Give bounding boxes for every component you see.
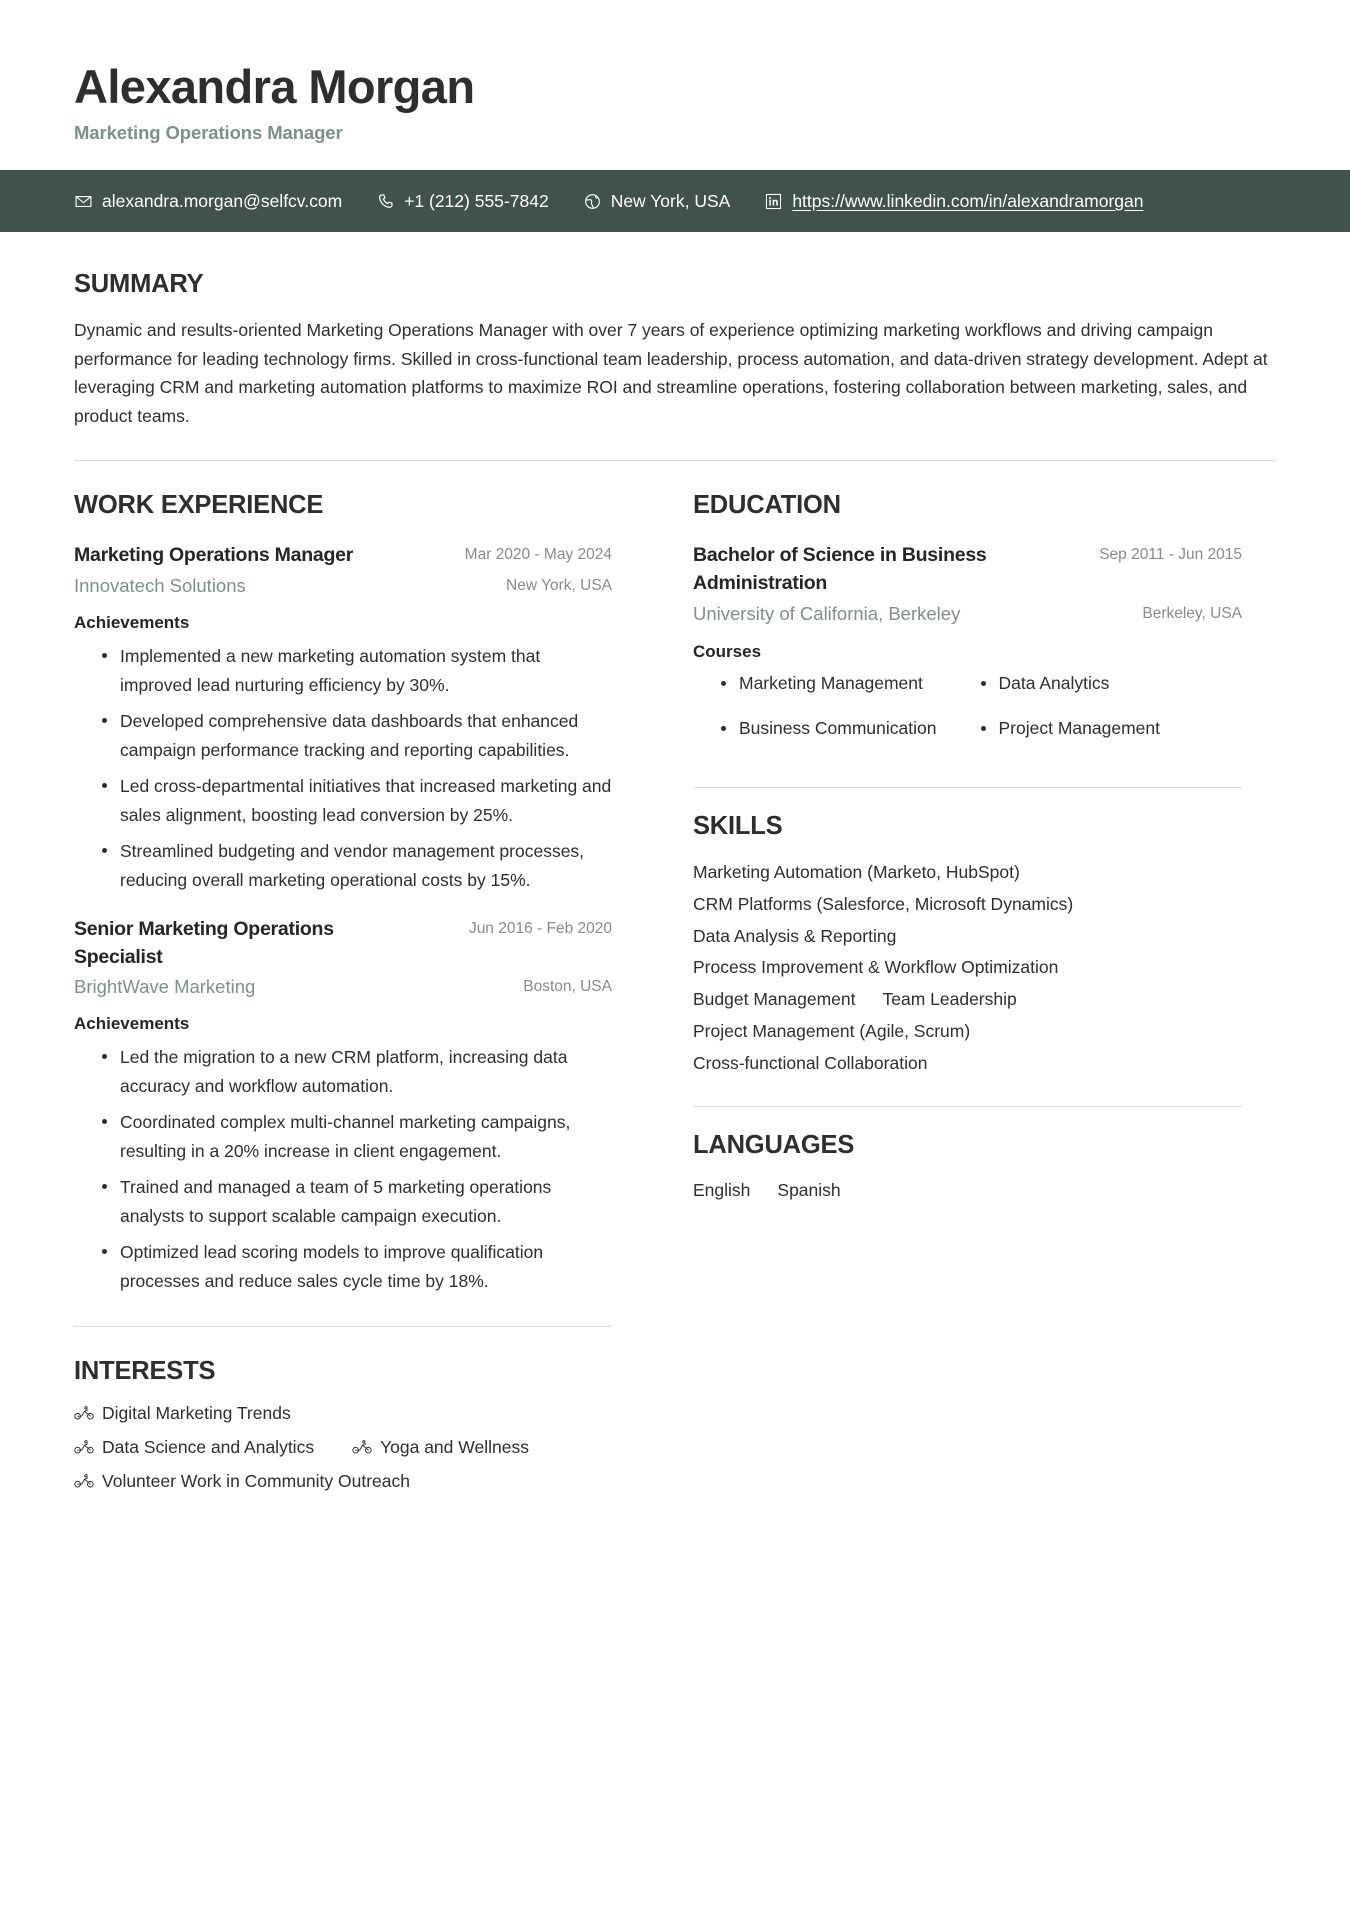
achievements-list	[74, 642, 612, 894]
contact-location	[583, 191, 731, 212]
right-column	[657, 461, 1242, 1203]
skill-row	[693, 889, 1242, 921]
skill-row	[693, 1016, 1242, 1048]
achievements-list	[74, 1043, 612, 1295]
bicycle-icon	[352, 1439, 372, 1455]
education-entry	[693, 542, 1242, 761]
list-item: Implemented a new marketing automation system that improved lead nurturing efficiency by 30%.	[120, 642, 612, 699]
location-icon	[583, 192, 602, 211]
contact-phone-label: +1 (212) 555-7842	[404, 190, 549, 211]
education-entry-header	[693, 542, 1242, 597]
interest-row	[74, 1403, 612, 1424]
contact-email-label: alexandra.morgan@selfcv.com	[102, 190, 343, 211]
skill-row	[693, 857, 1242, 889]
work-position: Marketing Operations Manager	[74, 544, 354, 567]
skill-row	[693, 984, 1242, 1016]
list-item: Streamlined budgeting and vendor management processes, reducing overall marketing operational costs by 15%.	[120, 837, 612, 894]
list-item	[74, 1437, 314, 1458]
bicycle-icon	[74, 1405, 94, 1421]
work-entry-header	[74, 542, 612, 570]
language-item: English	[693, 1179, 751, 1200]
left-column	[74, 461, 657, 1491]
skill-item: Data Analysis & Reporting	[693, 925, 897, 946]
skill-item: Process Improvement & Workflow Optimization	[693, 957, 1059, 978]
work-entry	[74, 916, 612, 1295]
work-organization: BrightWave Marketing	[74, 976, 256, 998]
interests-section	[74, 1327, 612, 1492]
summary-text: Dynamic and results-oriented Marketing Operations Manager with over 7 years of experience optimizing marketing workflows and driving campaign performance for leading technology firms. Skilled in cross-functional team leadership, process automation, and data-driven strategy development. Adept at leveraging CRM and marketing automation platforms to maximize ROI and streamline operations, fostering collaboration between marketing, sales, and product teams.	[74, 320, 1268, 426]
education-date: Sep 2011 - Jun 2015	[1099, 546, 1242, 564]
interest-label: Volunteer Work in Community Outreach	[102, 1470, 411, 1491]
page-title: Alexandra Morgan	[74, 60, 475, 113]
bicycle-icon	[74, 1439, 94, 1455]
work-entry-header	[74, 916, 612, 971]
resume-header	[0, 0, 1350, 144]
interest-row	[74, 1437, 612, 1458]
work-position: Senior Marketing Operations Specialist	[74, 918, 334, 968]
phone-icon	[376, 192, 395, 211]
summary-title: SUMMARY	[74, 270, 204, 299]
list-item	[352, 1437, 529, 1458]
interest-label: Data Science and Analytics	[102, 1436, 315, 1457]
courses-list	[693, 670, 1242, 761]
achievements-label: Achievements	[74, 612, 190, 632]
education-degree: Bachelor of Science in Business Administration	[693, 544, 987, 595]
list-item: Optimized lead scoring models to improve qualification processes and reduce sales cycle time by 18%.	[120, 1238, 612, 1295]
interest-row	[74, 1471, 612, 1492]
list-item: Coordinated complex multi-channel marketing campaigns, resulting in a 20% increase in client engagement.	[120, 1108, 612, 1165]
work-organization: Innovatech Solutions	[74, 575, 246, 597]
education-entry-subheader	[693, 601, 1242, 627]
skill-item: Project Management (Agile, Scrum)	[693, 1021, 971, 1042]
spacer	[693, 1107, 1242, 1131]
list-item: Project Management	[999, 715, 1243, 743]
skill-item: CRM Platforms (Salesforce, Microsoft Dynamics)	[693, 893, 1074, 914]
list-item: Led cross-departmental initiatives that increased marketing and sales alignment, boosting lead conversion by 25%.	[120, 772, 612, 829]
contact-phone[interactable]	[376, 191, 549, 212]
skill-item: Marketing Automation (Marketo, HubSpot)	[693, 861, 1020, 882]
work-location: Boston, USA	[523, 978, 612, 996]
interests-list	[74, 1403, 612, 1492]
interests-title: INTERESTS	[74, 1356, 216, 1385]
list-item	[74, 1403, 291, 1424]
work-entry	[74, 542, 612, 894]
achievements-label: Achievements	[74, 1014, 190, 1034]
contact-linkedin[interactable]	[764, 191, 1143, 212]
interest-label: Yoga and Wellness	[380, 1436, 529, 1457]
work-date: Mar 2020 - May 2024	[464, 546, 612, 564]
list-item: Marketing Management	[739, 670, 983, 698]
education-title: EDUCATION	[693, 491, 841, 520]
courses-label: Courses	[693, 641, 762, 661]
work-location: New York, USA	[506, 577, 612, 595]
languages-title: LANGUAGES	[693, 1130, 855, 1159]
work-entry-subheader	[74, 573, 612, 599]
resume-body	[0, 232, 1350, 1491]
skill-item: Team Leadership	[882, 989, 1017, 1010]
bicycle-icon	[74, 1473, 94, 1489]
list-item: Data Analytics	[999, 670, 1243, 698]
education-location: Berkeley, USA	[1142, 604, 1242, 622]
summary-section	[74, 232, 1276, 430]
skills-title: SKILLS	[693, 811, 783, 840]
header-role: Marketing Operations Manager	[74, 122, 343, 144]
education-school: University of California, Berkeley	[693, 602, 961, 624]
list-item	[74, 1471, 410, 1492]
contact-location-label: New York, USA	[610, 190, 731, 211]
contact-email[interactable]	[74, 191, 342, 212]
skill-row	[693, 1048, 1242, 1080]
interest-label: Digital Marketing Trends	[102, 1402, 291, 1423]
skills-list	[693, 857, 1242, 1080]
skill-row	[693, 952, 1242, 984]
linkedin-icon	[764, 192, 783, 211]
two-column-layout	[74, 461, 1276, 1491]
email-icon	[74, 192, 93, 211]
list-item: Developed comprehensive data dashboards that enhanced campaign performance tracking and reporting capabilities.	[120, 707, 612, 764]
skill-row	[693, 921, 1242, 953]
work-experience-title: WORK EXPERIENCE	[74, 491, 324, 520]
contact-linkedin-label[interactable]: https://www.linkedin.com/in/alexandramorgan	[792, 190, 1144, 211]
list-item: Trained and managed a team of 5 marketing operations analysts to support scalable campaign execution.	[120, 1173, 612, 1230]
work-date: Jun 2016 - Feb 2020	[468, 920, 612, 938]
language-item: Spanish	[777, 1179, 841, 1200]
list-item: Business Communication	[739, 715, 983, 743]
list-item: Led the migration to a new CRM platform, increasing data accuracy and workflow automation.	[120, 1043, 612, 1100]
contact-bar	[0, 170, 1350, 232]
spacer	[693, 788, 1242, 812]
skill-item: Cross-functional Collaboration	[693, 1053, 928, 1074]
skill-item: Budget Management	[693, 989, 856, 1010]
work-entry-subheader	[74, 974, 612, 1000]
languages-list	[693, 1176, 1242, 1204]
